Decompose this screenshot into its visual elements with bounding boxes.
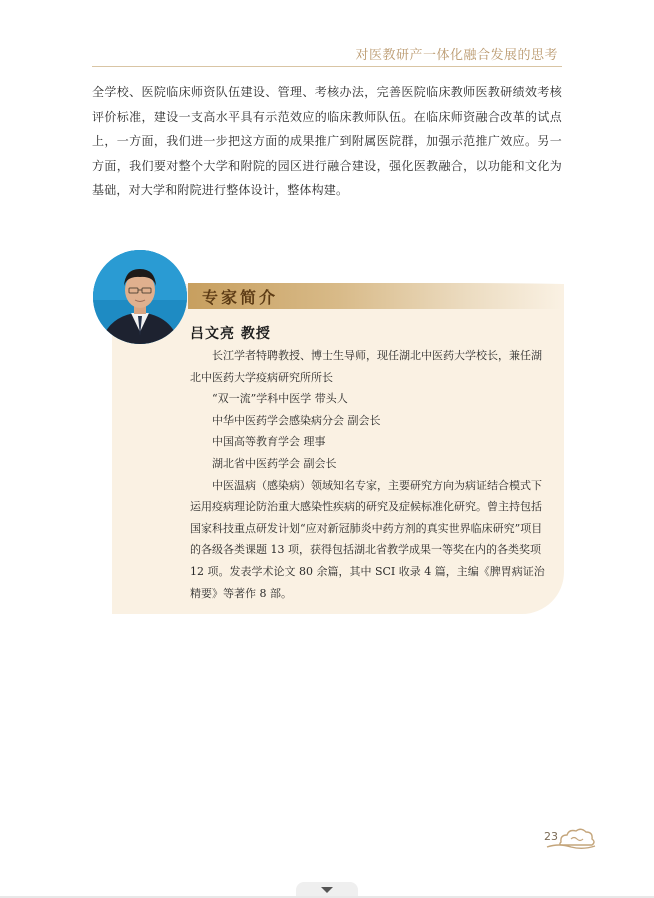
role-item: 湖北省中医药学会 副会长 [212, 456, 337, 470]
role-item: 中华中医药学会感染病分会 副会长 [212, 413, 381, 427]
expert-name: 吕文亮 教授 [190, 326, 271, 342]
bio-intro: 长江学者特聘教授、博士生导师，现任湖北中医药大学校长，兼任湖北中医药大学疫病研究所所长 [190, 349, 542, 384]
role-item: 中国高等教育学会 理事 [212, 435, 326, 449]
body-text [92, 80, 562, 203]
expert-portrait [93, 250, 187, 344]
body-paragraph: 全学校、医院临床师资队伍建设、管理、考核办法，完善医院临床教师医教研绩效考核评价标准，建设一支高水平具有示范效应的临床教师队伍。在临床师资融合改革的试点上，一方面，我们进一步把这方面的成果推广到附属医院群，加强示范推广效应。另一方面，我们要对整个大学和附院的园区进行融合建设，强化医教融合，以功能和文化为基础，对大学和附院进行整体设计，整体构建。 [92, 85, 562, 197]
running-header: 对医教研产一体化融合发展的思考 [355, 48, 558, 63]
bio-detail: 中医温病（感染病）领域知名专家，主要研究方向为病证结合模式下运用疫病理论防治重大感染性疾病的研究及症候标准化研究。曾主持包括国家科技重点研发计划“应对新冠肺炎中药方剂的真实世界临床研究”项目的各级各类课题 13 项，获得包括湖北省教学成果一等奖在内的各类奖项 12 项。发表学术论文 80 余篇，其中 SCI 收录 4 篇，主编《脾胃病证治精要》等著作 8 部。 [190, 478, 545, 600]
portrait-image [93, 250, 187, 344]
section-title: 专家简介 [202, 288, 279, 307]
section-title-band [188, 283, 562, 309]
role-item: “双一流”学科中医学 带头人 [212, 392, 348, 406]
expert-bio [190, 345, 550, 604]
chevron-down-icon [321, 887, 333, 893]
page-number: 23 [544, 830, 558, 843]
header-divider [92, 66, 562, 67]
cloud-ornament-icon [545, 826, 597, 850]
